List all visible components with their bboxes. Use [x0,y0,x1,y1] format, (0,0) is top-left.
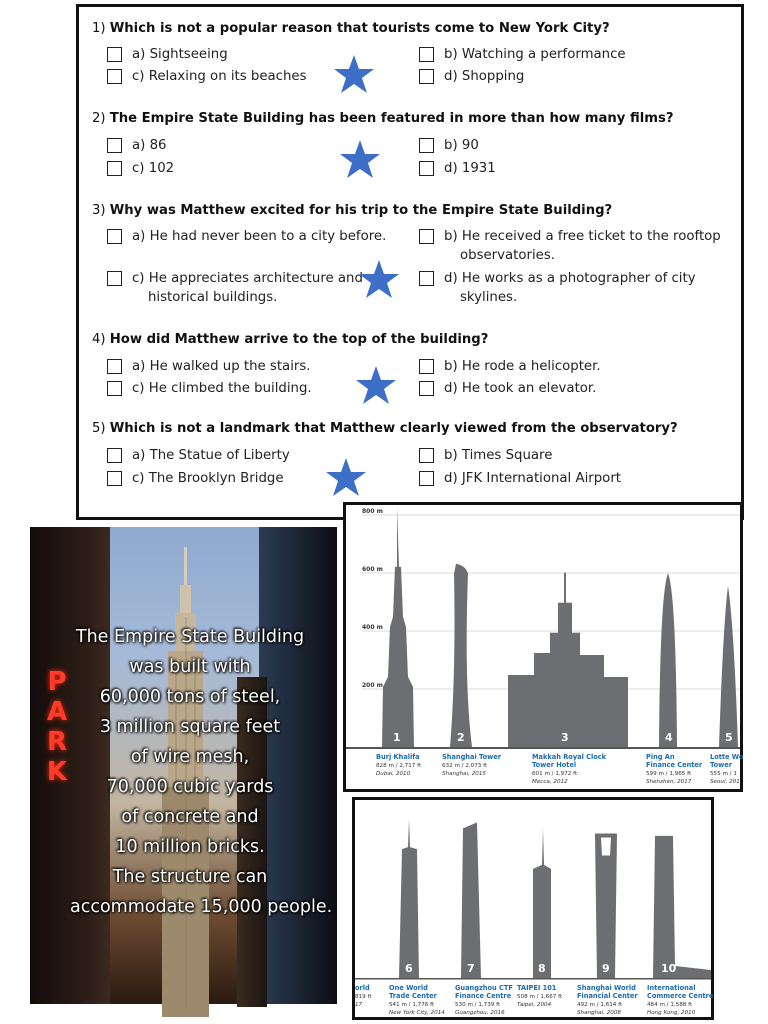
star-icon [358,259,400,299]
tower-rank: 9 [602,962,610,975]
tower-height: 508 m / 1,667 ft [517,994,563,1000]
quiz-panel [76,4,744,520]
q3-option-d-label[interactable] [444,269,696,307]
tower-location: Guangzhou, 2016 [455,1010,505,1016]
tower-makkah [508,573,628,747]
q2-option-a-checkbox[interactable] [107,138,122,153]
tower-height: 601 m / 1,972 ft [532,771,578,777]
tallest-towers-chart-1 [343,502,743,792]
caption-line: accommodate 15,000 people. [70,897,333,917]
bar-4 [659,573,677,747]
option-letter: d) [444,69,458,84]
y-tick-label: 600 m [362,566,383,573]
q2-option-a-label[interactable] [132,136,167,155]
option-letter: d) [444,271,458,286]
question-text: The Empire State Building has been featured in more than how many films? [109,111,674,126]
tower-name: Lotte Wo [710,753,744,761]
bar-3-wing-right2 [592,677,628,747]
tower-name: Shanghai World [577,984,636,992]
option-letter: c) [132,161,145,176]
option-text: He walked up the stairs. [149,359,311,374]
q1-option-d-checkbox[interactable] [419,69,434,84]
question-number: 4) [92,332,110,347]
option-text: He rode a helicopter. [461,359,601,374]
tower-location: 17 [355,1002,363,1008]
option-letter: d) [444,161,458,176]
option-text: He took an elevator. [461,381,597,396]
tower-location: Mecca, 2012 [532,779,568,785]
tower-chart-2-svg [355,800,714,1017]
q4-option-c-checkbox[interactable] [107,381,122,396]
caption-line: was built with [129,657,251,677]
option-letter: c) [132,381,145,396]
q5-option-a-label[interactable] [132,446,290,465]
option-text: 90 [461,138,479,153]
poster-caption [70,622,333,922]
option-text: Times Square [461,448,553,463]
tower-height: 599 m / 1,965 ft [646,771,692,777]
caption-line: 10 million bricks. [115,837,265,857]
option-letter: a) [132,448,146,463]
option-text: He received a free ticket to the rooftop [461,229,721,244]
caption-line: The structure can [112,867,268,887]
bar-6 [399,819,419,978]
tower-rank: 1 [393,731,401,744]
empire-state-poster [30,527,337,1004]
q2-option-d-checkbox[interactable] [419,161,434,176]
option-text: Shopping [461,69,525,84]
tower-name-line2: Financial Center [577,992,638,1000]
option-letter: a) [132,359,146,374]
tower-height: 484 m / 1,588 ft [647,1002,693,1008]
q4-option-c-label[interactable] [132,379,312,398]
option-letter: b) [444,229,458,244]
tower-name-line2: Commerce Centre [647,992,714,1000]
tower-height: 819 ft [355,994,372,1000]
tower-rank: 5 [725,731,733,744]
question-5 [92,421,678,436]
option-letter: b) [444,448,458,463]
q3-option-c-label[interactable] [132,269,363,307]
q1-option-b-checkbox[interactable] [419,47,434,62]
bar-2 [450,564,472,747]
caption-line: 60,000 tons of steel, [99,687,281,707]
question-1 [92,21,610,36]
option-text-continued: skylines. [460,290,518,305]
q5-option-b-checkbox[interactable] [419,448,434,463]
tower-name: Ping An [646,753,675,761]
option-letter: a) [132,47,146,62]
tower-name: Makkah Royal Clock [532,753,607,761]
bar-5 [719,586,738,747]
option-text-continued: observatories. [460,248,556,263]
question-text: How did Matthew arrive to the top of the building? [109,332,489,347]
q3-option-b-checkbox[interactable] [419,229,434,244]
option-text: Relaxing on its beaches [148,69,307,84]
caption-line: of wire mesh, [130,747,250,767]
bar-1 [382,507,414,747]
option-letter: a) [132,229,146,244]
tower-location: Shanghai, 2008 [577,1010,621,1016]
q2-option-b-checkbox[interactable] [419,138,434,153]
tower-rank: 2 [457,731,465,744]
q2-option-b-label[interactable] [444,136,479,155]
q4-option-a-checkbox[interactable] [107,359,122,374]
q1-option-b-label[interactable] [444,45,626,64]
option-text: The Brooklyn Bridge [148,471,284,486]
q3-option-b-label[interactable] [444,227,721,265]
question-2 [92,111,673,126]
option-text: He had never been to a city before. [149,229,387,244]
question-text: Which is not a popular reason that tourists come to New York City? [109,21,610,36]
question-number: 3) [92,203,110,218]
q4-option-b-label[interactable] [444,357,601,376]
option-text: The Statue of Liberty [149,448,290,463]
tower-name-line2: Finance Center [646,761,703,769]
caption-line: of concrete and [121,807,259,827]
question-3 [92,203,612,218]
option-text: JFK International Airport [461,471,621,486]
tower-location: New York City, 2014 [389,1010,445,1016]
q5-option-d-label[interactable] [444,469,621,488]
q3-option-c-checkbox[interactable] [107,271,122,286]
tower-height: 492 m / 1,614 ft [577,1002,623,1008]
q4-option-b-checkbox[interactable] [419,359,434,374]
star-icon [333,54,375,94]
q4-option-d-checkbox[interactable] [419,381,434,396]
q5-option-b-label[interactable] [444,446,552,465]
option-text: He climbed the building. [148,381,312,396]
question-number: 5) [92,421,110,436]
q4-option-a-label[interactable] [132,357,311,376]
tower-rank: 8 [538,962,546,975]
q1-option-d-label[interactable] [444,67,524,86]
option-letter: b) [444,47,458,62]
bar-9 [595,834,617,978]
q3-option-d-checkbox[interactable] [419,271,434,286]
q2-option-c-label[interactable] [132,159,174,178]
bar-3-spire [564,573,566,605]
q5-option-c-label[interactable] [132,469,284,488]
option-letter: d) [444,381,458,396]
q5-option-d-checkbox[interactable] [419,471,434,486]
q1-option-c-label[interactable] [132,67,307,86]
baseline [355,978,711,980]
y-tick-label: 400 m [362,624,383,631]
tower-height: 530 m / 1,739 ft [455,1002,501,1008]
q4-option-d-label[interactable] [444,379,596,398]
question-number: 2) [92,111,110,126]
question-text: Which is not a landmark that Matthew clearly viewed from the observatory? [109,421,678,436]
tower-name: Shanghai Tower [442,753,501,761]
tower-name: One World [389,984,428,992]
tower-location: Dubai, 2010 [376,771,411,777]
question-number: 1) [92,21,110,36]
tower-burj-khalifa [382,507,414,747]
question-text: Why was Matthew excited for his trip to the Empire State Building? [109,203,613,218]
q1-option-c-checkbox[interactable] [107,69,122,84]
tower-name-line2: Finance Centre [455,992,512,1000]
tower-location: Shenzhen, 2017 [646,779,692,785]
bar-3-clock [558,603,572,635]
tower-name-line2: Tower [710,761,732,769]
option-text: 102 [148,161,175,176]
q1-option-a-label[interactable] [132,45,228,64]
tower-location: Taipei, 2004 [517,1002,552,1008]
option-letter: b) [444,359,458,374]
tower-location: Shanghai, 2015 [442,771,486,777]
bar-8 [533,829,551,978]
tower-rank: 10 [661,962,677,975]
star-icon [339,139,381,179]
option-letter: c) [132,271,145,286]
q1-option-a-checkbox[interactable] [107,47,122,62]
q3-option-a-checkbox[interactable] [107,229,122,244]
tower-rank: 4 [665,731,673,744]
option-letter: c) [132,69,145,84]
tower-location: Hong Kong, 2010 [647,1010,696,1016]
q5-option-a-checkbox[interactable] [107,448,122,463]
tower-rank: 7 [467,962,475,975]
tower-name-line2: Tower Hotel [532,761,577,769]
tower-name: Burj Khalifa [376,753,420,761]
baseline [346,747,740,749]
q5-option-c-checkbox[interactable] [107,471,122,486]
caption-line: 70,000 cubic yards [106,777,274,797]
park-neon-sign: PARK [46,667,68,787]
option-text: 86 [149,138,167,153]
q2-option-d-label[interactable] [444,159,496,178]
tower-name: Guangzhou CTF [455,984,513,992]
tower-height: 632 m / 2,073 ft [442,763,488,769]
star-icon [325,457,367,497]
option-text: 1931 [461,161,496,176]
tower-height: 828 m / 2,717 ft [376,763,422,769]
option-text-continued: historical buildings. [148,290,278,305]
q3-option-a-label[interactable] [132,227,386,246]
option-letter: b) [444,138,458,153]
tower-height: 541 m / 1,776 ft [389,1002,435,1008]
option-letter: d) [444,471,458,486]
y-tick-label: 200 m [362,682,383,689]
tower-rank: 3 [561,731,569,744]
y-tick-label: 800 m [362,508,383,515]
bar-10 [653,836,711,978]
q2-option-c-checkbox[interactable] [107,161,122,176]
option-letter: a) [132,138,146,153]
option-text: He appreciates architecture and [148,271,363,286]
tower-location: Seoul, 201 [710,779,740,785]
tower-name: International [647,984,696,992]
tower-name: TAIPEI 101 [517,984,557,992]
star-icon [355,365,397,405]
option-text: Sightseeing [149,47,228,62]
option-text: Watching a performance [461,47,626,62]
question-4 [92,332,488,347]
tower-chart-1-svg [346,505,744,789]
tower-rank: 6 [405,962,413,975]
tower-height: 555 m / 1 [710,771,737,777]
option-text: He works as a photographer of city [461,271,696,286]
bar-7 [461,822,481,978]
caption-line: The Empire State Building [75,627,305,647]
tower-name: orld [355,984,370,992]
caption-line: 3 million square feet [99,717,281,737]
tower-name-line2: Trade Center [389,992,437,1000]
tallest-towers-chart-2 [352,797,714,1020]
option-letter: c) [132,471,145,486]
